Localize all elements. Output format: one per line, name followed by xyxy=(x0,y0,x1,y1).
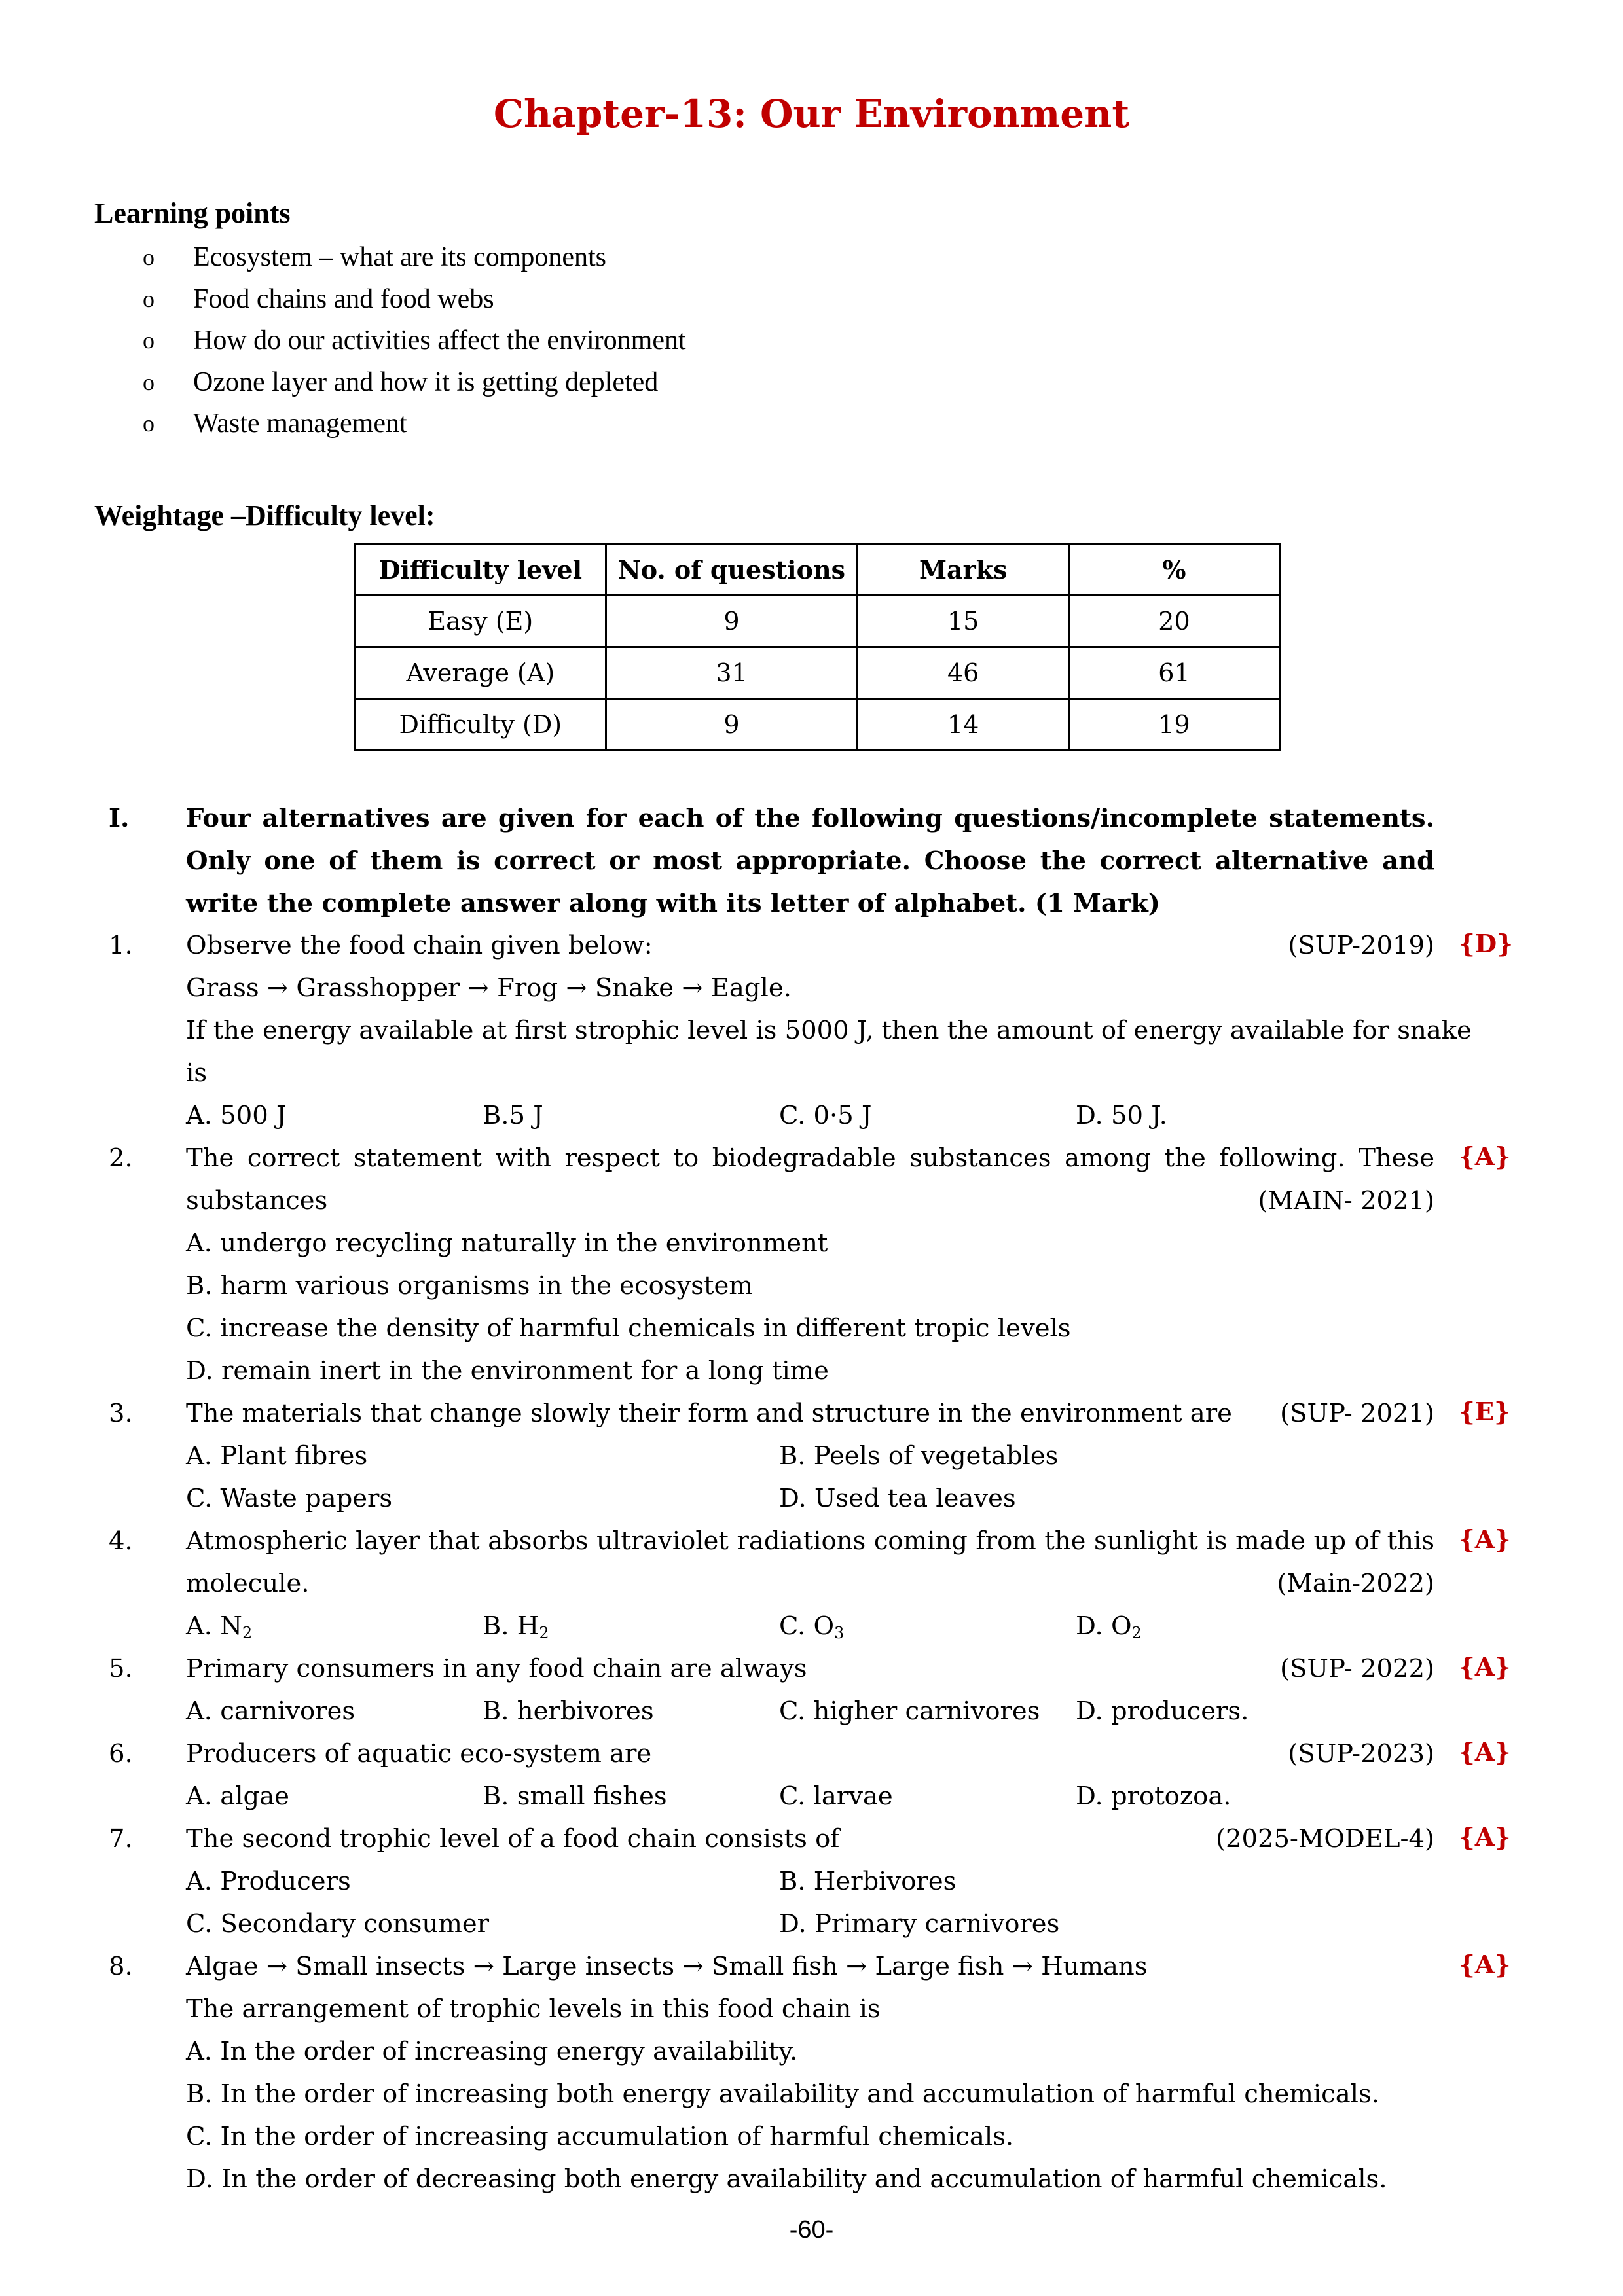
option-d xyxy=(1076,1610,1142,1643)
option-c: C. In the order of increasing accumulation of harmful chemicals. xyxy=(186,2122,1014,2151)
option-a: A. In the order of increasing energy availability. xyxy=(186,2037,798,2066)
question-number: 7. xyxy=(109,1824,133,1854)
table-cell: 9 xyxy=(606,699,858,751)
column-header: Marks xyxy=(858,544,1069,596)
option-label: B. H xyxy=(483,1611,539,1641)
table-cell: 14 xyxy=(858,699,1069,751)
question-text: The second trophic level of a food chain consists of xyxy=(186,1824,840,1854)
option-d: D. producers. xyxy=(1076,1696,1249,1726)
option-c: C. Secondary consumer xyxy=(186,1909,490,1939)
answer-key: {A} xyxy=(1459,1525,1511,1554)
table-cell: 9 xyxy=(606,596,858,647)
question-text: is xyxy=(186,1058,208,1088)
table-cell: 31 xyxy=(606,647,858,699)
question-text: substances xyxy=(186,1186,328,1215)
circle-bullet-icon: o xyxy=(143,368,155,395)
circle-bullet-icon: o xyxy=(143,327,155,353)
option-label: A. N xyxy=(186,1611,242,1641)
question-text: Grass → Grasshopper → Frog → Snake → Eagle. xyxy=(186,973,792,1003)
option-b: B.5 J xyxy=(483,1101,543,1130)
question-text: Producers of aquatic eco-system are xyxy=(186,1739,652,1768)
option-d: D. protozoa. xyxy=(1076,1782,1231,1811)
exam-tag: (SUP- 2022) xyxy=(1280,1654,1434,1683)
section-number: I. xyxy=(109,804,130,833)
option-label: D. O xyxy=(1076,1611,1132,1641)
column-header: % xyxy=(1068,544,1279,596)
option-d: D. remain inert in the environment for a long time xyxy=(186,1356,829,1386)
table-cell: 19 xyxy=(1068,699,1279,751)
page-number: -60- xyxy=(789,2216,834,2244)
option-a: A. algae xyxy=(186,1782,289,1811)
subscript: 3 xyxy=(834,1623,845,1642)
table-cell: 20 xyxy=(1068,596,1279,647)
circle-bullet-icon: o xyxy=(143,410,155,437)
option-c: C. increase the density of harmful chemicals in different tropic levels xyxy=(186,1314,1071,1343)
option-a: A. carnivores xyxy=(186,1696,356,1726)
circle-bullet-icon: o xyxy=(143,285,155,312)
option-a: A. 500 J xyxy=(186,1101,287,1130)
question-number: 3. xyxy=(109,1399,133,1428)
learning-points-heading: Learning points xyxy=(94,197,291,229)
answer-key: {A} xyxy=(1459,1653,1511,1682)
option-a: A. undergo recycling naturally in the environment xyxy=(186,1229,828,1258)
learning-point-text: How do our activities affect the environment xyxy=(193,325,686,355)
question-text: The materials that change slowly their form and structure in the environment are xyxy=(186,1399,1232,1428)
question-number: 8. xyxy=(109,1952,133,1981)
question-text: The correct statement with respect to biodegradable substances among the following. These xyxy=(186,1143,1434,1173)
column-header: Difficulty level xyxy=(356,544,606,596)
table-row xyxy=(356,699,1280,751)
question-text: If the energy available at first strophic level is 5000 J, then the amount of energy available for snake xyxy=(186,1016,1472,1045)
column-header: No. of questions xyxy=(606,544,858,596)
chapter-title: Chapter-13: Our Environment xyxy=(493,92,1130,136)
option-d: D. Used tea leaves xyxy=(779,1484,1016,1513)
exam-tag: (2025-MODEL-4) xyxy=(1215,1824,1434,1854)
question-number: 2. xyxy=(109,1143,133,1173)
option-b: B. Peels of vegetables xyxy=(779,1441,1059,1471)
question-number: 1. xyxy=(109,931,133,960)
table-cell: 46 xyxy=(858,647,1069,699)
learning-point-text: Food chains and food webs xyxy=(193,283,494,314)
table-header-row xyxy=(356,544,1280,596)
exam-tag: (SUP- 2021) xyxy=(1280,1399,1434,1428)
option-b: B. herbivores xyxy=(483,1696,654,1726)
option-c: C. larvae xyxy=(779,1782,893,1811)
subscript: 2 xyxy=(242,1623,253,1642)
option-b: B. Herbivores xyxy=(779,1867,957,1896)
option-c xyxy=(779,1610,844,1643)
weightage-heading: Weightage –Difficulty level: xyxy=(94,499,435,531)
section-instruction: Four alternatives are given for each of the following questions/incomplete statements. Only one of them is correct or most appropriate. Choose the correct alternative and write the complete answer along with its letter of alphabet. (1 Mark) xyxy=(186,804,1434,918)
option-a: A. Plant fibres xyxy=(186,1441,368,1471)
subscript: 2 xyxy=(539,1623,549,1642)
question-text: Atmospheric layer that absorbs ultraviolet radiations coming from the sunlight is made up of this xyxy=(186,1526,1434,1556)
option-label: C. O xyxy=(779,1611,835,1641)
answer-key: {E} xyxy=(1459,1397,1510,1427)
question-text: molecule. xyxy=(186,1569,310,1598)
learning-point-text: Ozone layer and how it is getting depleted xyxy=(193,367,659,397)
table-row xyxy=(356,596,1280,647)
option-d: D. In the order of decreasing both energy availability and accumulation of harmful chemicals. xyxy=(186,2164,1387,2194)
exam-tag: (SUP-2019) xyxy=(1288,931,1434,960)
weightage-table xyxy=(354,543,1281,751)
option-d: D. Primary carnivores xyxy=(779,1909,1060,1939)
option-a xyxy=(186,1610,252,1643)
answer-key: {A} xyxy=(1459,1738,1511,1767)
answer-key: {D} xyxy=(1459,929,1513,959)
learning-point-text: Ecosystem – what are its components xyxy=(193,242,607,272)
exam-tag: (MAIN- 2021) xyxy=(1258,1186,1434,1215)
table-cell: 61 xyxy=(1068,647,1279,699)
question-text: Algae → Small insects → Large insects → Small fish → Large fish → Humans xyxy=(186,1952,1148,1981)
option-a: A. Producers xyxy=(186,1867,351,1896)
question-number: 4. xyxy=(109,1526,133,1556)
answer-key: {A} xyxy=(1459,1142,1511,1172)
option-c: C. higher carnivores xyxy=(779,1696,1040,1726)
option-c: C. 0·5 J xyxy=(779,1101,872,1130)
question-text: Observe the food chain given below: xyxy=(186,931,653,960)
option-b: B. In the order of increasing both energy availability and accumulation of harmful chemicals. xyxy=(186,2079,1379,2109)
answer-key: {A} xyxy=(1459,1823,1511,1852)
table-cell: Average (A) xyxy=(356,647,606,699)
question-number: 6. xyxy=(109,1739,133,1768)
answer-key: {A} xyxy=(1459,1950,1511,1980)
circle-bullet-icon: o xyxy=(143,244,155,270)
question-text: The arrangement of trophic levels in this food chain is xyxy=(186,1994,881,2024)
question-number: 5. xyxy=(109,1654,133,1683)
learning-point-text: Waste management xyxy=(193,408,407,439)
exam-tag: (SUP-2023) xyxy=(1288,1739,1434,1768)
question-text: Primary consumers in any food chain are always xyxy=(186,1654,807,1683)
option-b: B. small fishes xyxy=(483,1782,667,1811)
option-b xyxy=(483,1610,549,1643)
option-c: C. Waste papers xyxy=(186,1484,393,1513)
table-row xyxy=(356,647,1280,699)
table-cell: Easy (E) xyxy=(356,596,606,647)
table-cell: 15 xyxy=(858,596,1069,647)
exam-tag: (Main-2022) xyxy=(1277,1569,1434,1598)
option-b: B. harm various organisms in the ecosystem xyxy=(186,1271,753,1300)
option-d: D. 50 J. xyxy=(1076,1101,1167,1130)
subscript: 2 xyxy=(1131,1623,1142,1642)
table-cell: Difficulty (D) xyxy=(356,699,606,751)
